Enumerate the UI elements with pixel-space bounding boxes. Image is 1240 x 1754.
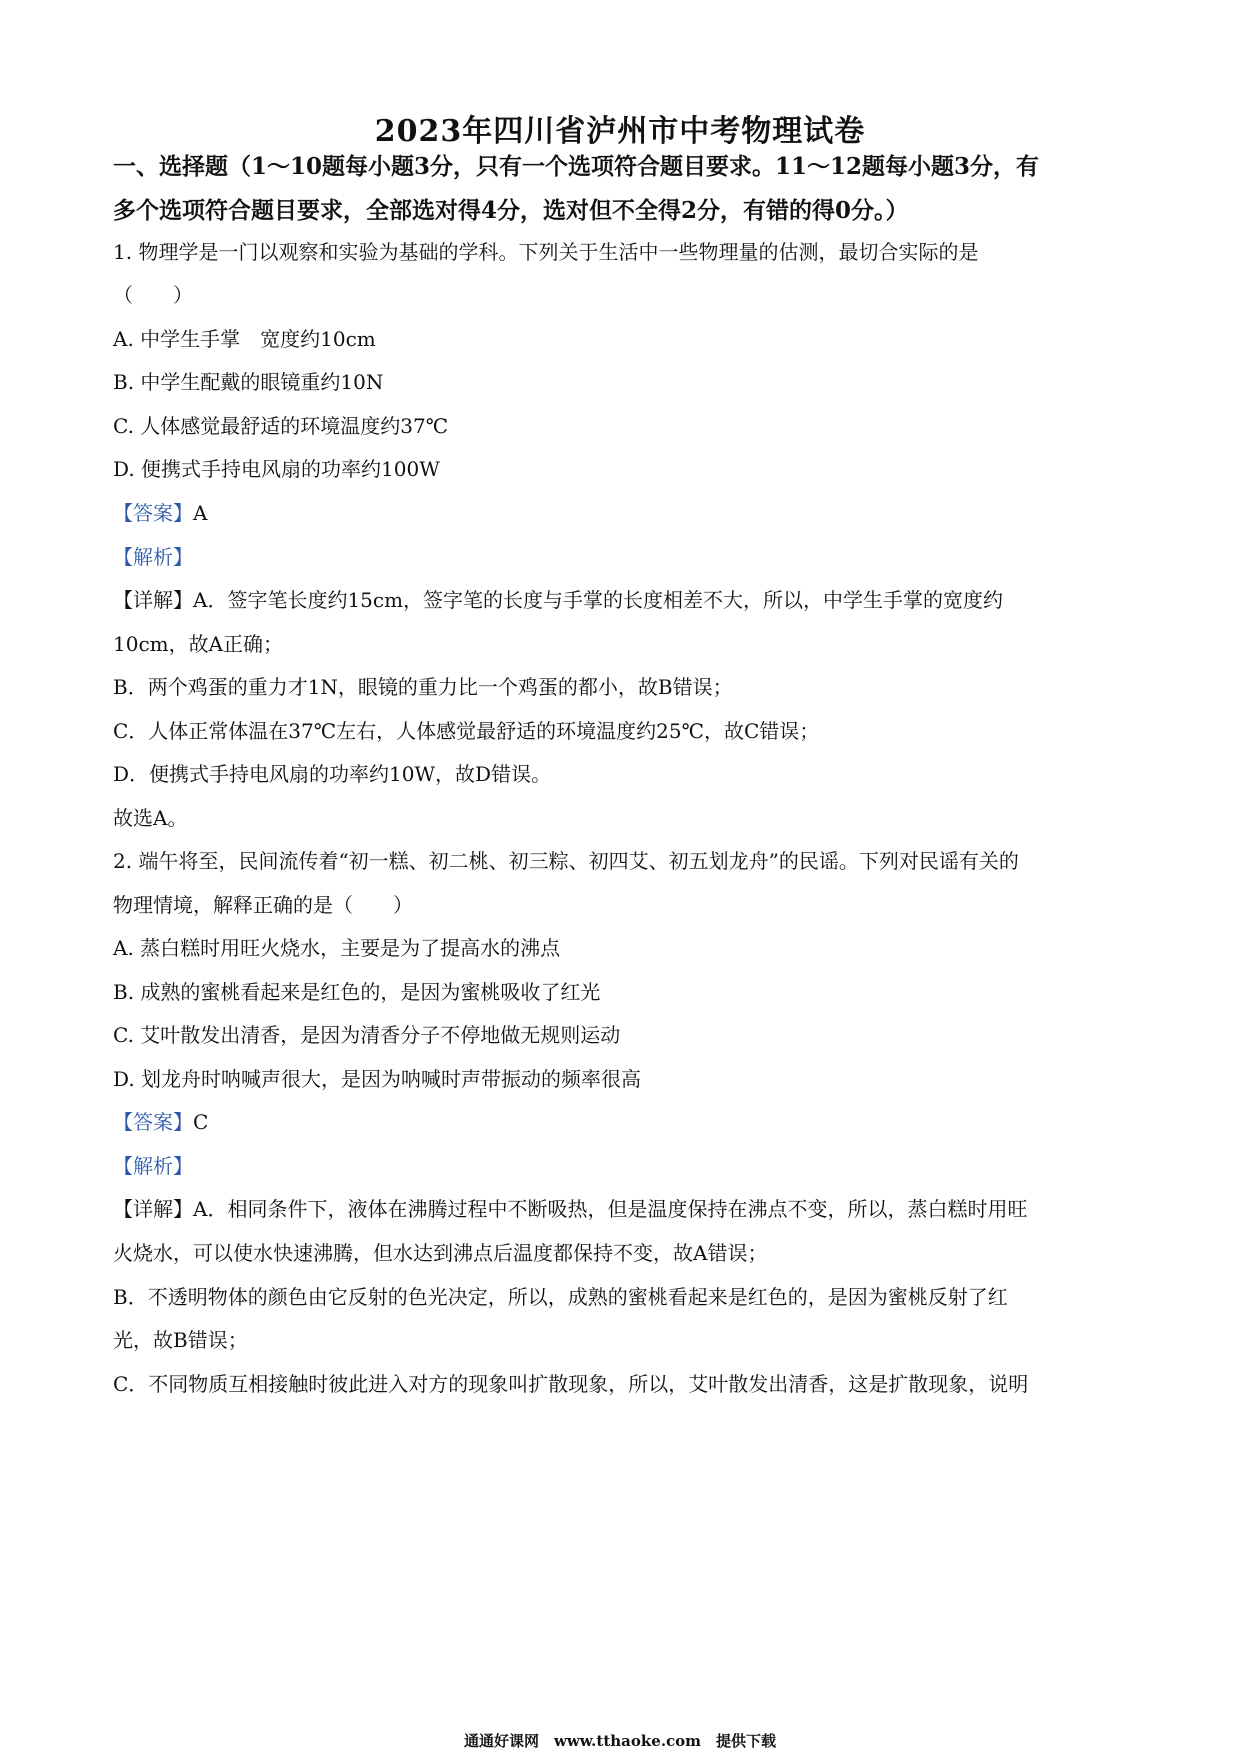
q2-option-b: B. 成熟的蜜桃看起来是红色的，是因为蜜桃吸收了红光 xyxy=(113,980,601,1004)
q2-stem-line-2: 物理情境，解释正确的是（ ） xyxy=(113,893,413,917)
q2-detail-line-1 xyxy=(113,1195,1133,1223)
q1-option-a: A. 中学生手掌 宽度约10cm xyxy=(113,327,376,351)
q2-option-a: A. 蒸白糕时用旺火烧水，主要是为了提高水的沸点 xyxy=(113,936,561,960)
q2-option-c: C. 艾叶散发出清香，是因为清香分子不停地做无规则运动 xyxy=(113,1023,621,1047)
q1-option-d: D. 便携式手持电风扇的功率约100W xyxy=(113,457,440,481)
detail-tag: 【详解】 xyxy=(113,588,193,612)
section-heading-line-1: 一、选择题（1～10题每小题3分，只有一个选项符合题目要求。11～12题每小题3分，有 xyxy=(113,153,1040,180)
q2-analysis-line xyxy=(113,1152,1133,1180)
q2-answer-line xyxy=(113,1108,1133,1136)
q1-detail-line-2: 10cm，故A正确； xyxy=(113,632,284,656)
q1-stem-bracket: （ ） xyxy=(113,283,193,307)
page-footer: 通通好课网 www.tthaoke.com 提供下载 xyxy=(463,1732,777,1750)
q1-detail-c: C．人体正常体温在37℃左右，人体感觉最舒适的环境温度约25℃，故C错误； xyxy=(113,719,820,743)
q1-stem: 1. 物理学是一门以观察和实验为基础的学科。下列关于生活中一些物理量的估测，最切合实际的是 xyxy=(113,240,979,264)
answer-tag: 【答案】 xyxy=(113,1110,193,1134)
q1-detail-d: D．便携式手持电风扇的功率约10W，故D错误。 xyxy=(113,762,552,786)
q2-detail-b-2: 光，故B错误； xyxy=(113,1328,248,1352)
detail-text: A．相同条件下，液体在沸腾过程中不断吸热，但是温度保持在沸点不变，所以，蒸白糕时用旺 xyxy=(193,1197,1028,1221)
q2-stem: 2. 端午将至，民间流传着“初一糕、初二桃、初三粽、初四艾、初五划龙舟”的民谣。下列对民谣有关的 xyxy=(113,849,1019,873)
answer-value: C xyxy=(193,1110,209,1134)
q1-analysis-line xyxy=(113,543,1133,571)
analysis-tag: 【解析】 xyxy=(113,545,193,569)
q2-detail-line-2: 火烧水，可以使水快速沸腾，但水达到沸点后温度都保持不变，故A错误； xyxy=(113,1241,768,1265)
analysis-tag: 【解析】 xyxy=(113,1154,193,1178)
q1-answer-line xyxy=(113,499,1133,527)
q1-option-c: C. 人体感觉最舒适的环境温度约37℃ xyxy=(113,414,449,438)
q2-detail-c-1: C．不同物质互相接触时彼此进入对方的现象叫扩散现象，所以，艾叶散发出清香，这是扩散现象，说明 xyxy=(113,1372,1029,1396)
q1-conclusion: 故选A。 xyxy=(113,806,188,830)
answer-tag: 【答案】 xyxy=(113,501,193,525)
q2-option-d: D. 划龙舟时呐喊声很大，是因为呐喊时声带振动的频率很高 xyxy=(113,1067,642,1091)
page-title: 2023年四川省泸州市中考物理试卷 xyxy=(374,114,866,149)
q2-detail-b-1: B．不透明物体的颜色由它反射的色光决定，所以，成熟的蜜桃看起来是红色的，是因为蜜桃反射了红 xyxy=(113,1285,1008,1309)
q1-option-b: B. 中学生配戴的眼镜重约10N xyxy=(113,370,384,394)
q1-detail-b: B．两个鸡蛋的重力才1N，眼镜的重力比一个鸡蛋的都小，故B错误； xyxy=(113,675,733,699)
q1-detail-line-1 xyxy=(113,586,1133,614)
section-heading-line-2: 多个选项符合题目要求，全部选对得4分，选对但不全得2分，有错的得0分。） xyxy=(113,197,909,224)
detail-text: A．签字笔长度约15cm，签字笔的长度与手掌的长度相差不大，所以，中学生手掌的宽度约 xyxy=(193,588,1004,612)
answer-value: A xyxy=(193,501,208,525)
detail-tag: 【详解】 xyxy=(113,1197,193,1221)
